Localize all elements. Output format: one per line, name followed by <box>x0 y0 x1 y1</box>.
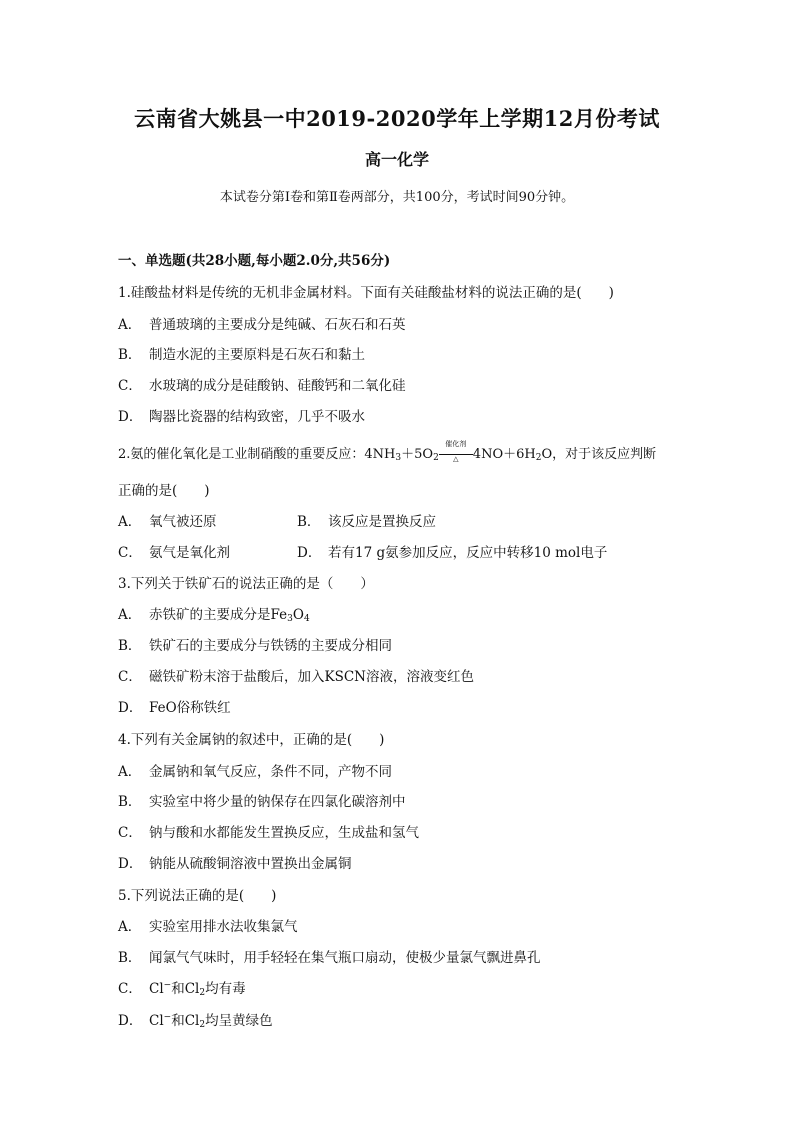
option-text: Cl <box>149 1013 164 1029</box>
option-letter: D． <box>297 545 322 561</box>
option-text: 磁铁矿粉末溶于盐酸后，加入KSCN溶液，溶液变红色 <box>149 669 474 685</box>
option-text: 钠能从硫酸铜溶液中置换出金属铜 <box>149 856 352 872</box>
option-letter: A． <box>118 317 142 333</box>
catalyst-label: 催化剂 <box>445 439 467 448</box>
option-text: 均有毒 <box>205 981 246 997</box>
option-text: 铁矿石的主要成分与铁锈的主要成分相同 <box>149 638 392 654</box>
subscript: 2 <box>433 453 439 463</box>
question-5-option-b <box>118 946 541 966</box>
option-text: 金属钠和氧气反应，条件不同，产物不同 <box>149 764 392 780</box>
option-text: FeO俗称铁红 <box>149 700 231 716</box>
question-2-option-a <box>118 510 217 530</box>
question-1-option-c <box>118 374 406 394</box>
subscript: 2 <box>199 1020 206 1030</box>
question-1-option-b <box>118 343 365 363</box>
option-letter: C． <box>118 825 142 841</box>
option-letter: B． <box>118 950 142 966</box>
question-4-option-a <box>118 760 392 780</box>
option-letter: B． <box>297 514 321 530</box>
subscript: 4 <box>303 614 310 624</box>
option-text: 和Cl <box>171 981 200 997</box>
question-3-option-d <box>118 696 231 716</box>
question-5-stem: 5.下列说法正确的是( ) <box>118 888 277 904</box>
option-text: Cl <box>149 981 164 997</box>
option-letter: C． <box>118 378 142 394</box>
question-4-option-c <box>118 821 419 841</box>
question-1-stem: 1.硅酸盐材料是传统的无机非金属材料。下面有关硅酸盐材料的说法正确的是( ) <box>118 285 614 301</box>
option-letter: A． <box>118 919 142 935</box>
option-letter: C． <box>118 545 142 561</box>
subscript: 3 <box>395 453 402 463</box>
question-4-option-d <box>118 852 352 872</box>
question-5-option-d <box>118 1009 273 1030</box>
option-text: 实验室用排水法收集氯气 <box>149 919 298 935</box>
option-letter: A． <box>118 764 142 780</box>
option-text: 闻氯气气味时，用手轻轻在集气瓶口扇动，使极少量氯气飘进鼻孔 <box>149 950 541 966</box>
stem-text: 2.氨的催化氧化是工业制硝酸的重要反应：4NH <box>118 447 396 462</box>
option-letter: B． <box>118 347 142 363</box>
option-text: O <box>292 607 304 623</box>
option-text: 氧气被还原 <box>149 514 217 530</box>
section-heading-single-choice: 一、单选题(共28小题,每小题2.0分,共56分) <box>118 253 391 269</box>
option-text: 赤铁矿的主要成分是Fe <box>149 607 288 623</box>
option-text: 实验室中将少量的钠保存在四氯化碳溶剂中 <box>149 794 406 810</box>
option-letter: A． <box>118 607 142 623</box>
question-1-option-a <box>118 313 406 333</box>
stem-text: ＋5O <box>401 447 434 462</box>
option-text: 均呈黄绿色 <box>205 1013 273 1029</box>
question-3-option-a <box>118 603 310 624</box>
option-letter: C． <box>118 981 142 997</box>
option-text: 若有17 g氨参加反应，反应中转移10 mol电子 <box>328 545 608 561</box>
option-letter: D． <box>118 1013 143 1029</box>
option-text: 制造水泥的主要原料是石灰石和黏土 <box>149 347 365 363</box>
superscript: − <box>163 980 172 991</box>
superscript: − <box>163 1012 172 1023</box>
question-4-option-b <box>118 790 406 810</box>
subscript: 2 <box>199 988 206 998</box>
option-text: 和Cl <box>171 1013 200 1029</box>
option-text: 钠与酸和水都能发生置换反应，生成盐和氢气 <box>149 825 419 841</box>
stem-text: O，对于该反应判断 <box>541 447 657 462</box>
option-text: 该反应是置换反应 <box>328 514 436 530</box>
option-text: 陶器比瓷器的结构致密，几乎不吸水 <box>149 409 365 425</box>
subscript: 3 <box>287 614 293 624</box>
exam-title: 云南省大姚县一中2019-2020学年上学期12月份考试 <box>134 106 660 131</box>
question-3-option-b <box>118 634 392 654</box>
exam-subject: 高一化学 <box>364 150 429 169</box>
option-letter: D． <box>118 409 143 425</box>
option-letter: C． <box>118 669 142 685</box>
question-4-stem: 4.下列有关金属钠的叙述中，正确的是( ) <box>118 732 385 748</box>
question-5-option-c <box>118 977 246 998</box>
option-text: 普通玻璃的主要成分是纯碱、石灰石和石英 <box>149 317 406 333</box>
question-2-stem <box>118 439 657 463</box>
option-letter: B． <box>118 638 142 654</box>
question-2-option-b <box>297 510 436 530</box>
subscript: 2 <box>535 453 542 463</box>
option-text: 水玻璃的成分是硅酸钠、硅酸钙和二氧化硅 <box>149 378 406 394</box>
option-letter: D． <box>118 856 143 872</box>
option-letter: A． <box>118 514 142 530</box>
question-5-option-a <box>118 915 298 935</box>
question-2-option-d <box>297 541 607 561</box>
option-letter: B． <box>118 794 142 810</box>
heat-symbol: △ <box>453 454 459 463</box>
question-2-stem-continued: 正确的是( ) <box>118 483 210 499</box>
question-3-stem: 3.下列关于铁矿石的说法正确的是（ ） <box>118 576 374 592</box>
question-1-option-d <box>118 405 365 425</box>
reaction-arrow <box>439 439 473 463</box>
option-letter: D． <box>118 700 143 716</box>
question-2-option-c <box>118 541 230 561</box>
question-3-option-c <box>118 665 474 685</box>
stem-text: 4NO＋6H <box>472 447 536 462</box>
option-text: 氨气是氧化剂 <box>149 545 230 561</box>
exam-intro: 本试卷分第Ⅰ卷和第Ⅱ卷两部分，共100分，考试时间90分钟。 <box>219 190 575 205</box>
